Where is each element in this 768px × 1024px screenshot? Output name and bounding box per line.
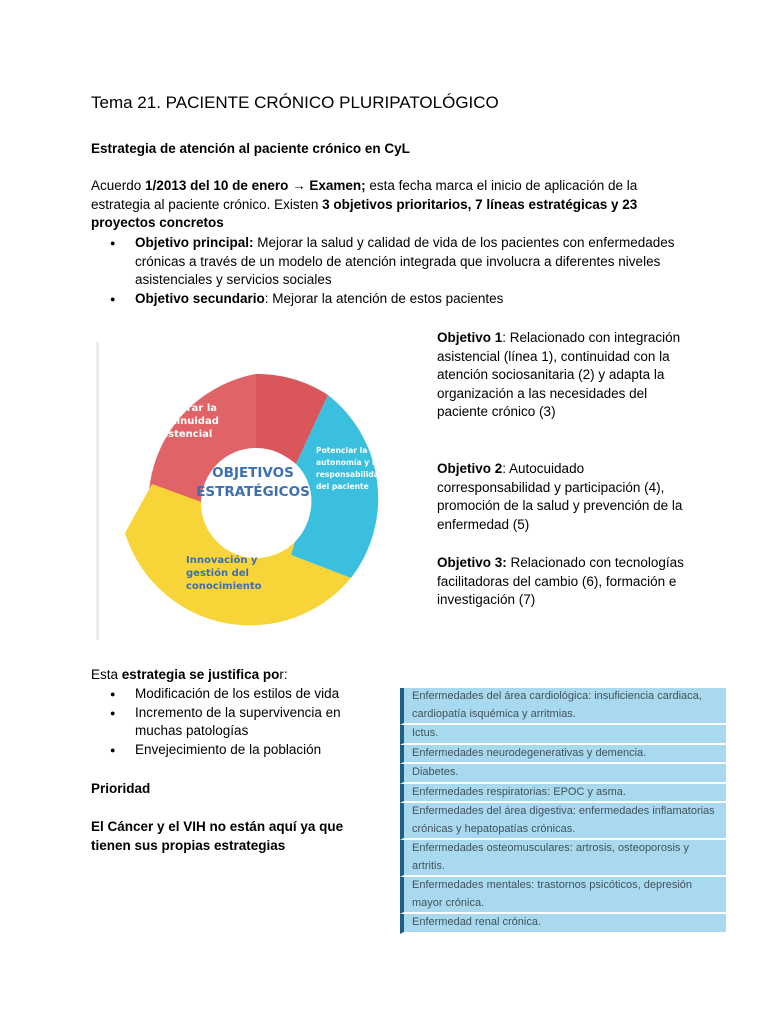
objective-3-text	[437, 554, 699, 610]
diagram-center-line1: OBJETIVOS	[212, 465, 294, 481]
diagram-center-line2: ESTRATÉGICOS	[196, 484, 310, 500]
justification-list	[91, 685, 391, 759]
red-label-line: continuidad	[152, 416, 219, 427]
justification-pre: Esta	[91, 667, 122, 682]
list-item: ● Modificación de los estilos de vida	[91, 685, 391, 704]
list-item	[91, 290, 691, 309]
yellow-label-line: Innovación y	[186, 555, 258, 566]
intro-agreement: 1/2013 del 10 de enero → Examen;	[145, 178, 366, 193]
table-row: Ictus.	[400, 725, 726, 745]
objectives-list	[91, 234, 691, 308]
table-row: Enfermedad renal crónica.	[400, 914, 726, 934]
red-label-line: asistencial	[152, 429, 213, 440]
objective-3-desc: Relacionado con tecnologías facilitadoras del cambio (6), formación e investigación (7)	[437, 555, 684, 607]
intro-text-1: Acuerdo	[91, 178, 146, 193]
strategic-objectives-diagram	[96, 340, 408, 640]
diseases-table	[400, 688, 726, 934]
table-row: Diabetes.	[400, 764, 726, 784]
blue-label-line: autonomía y la	[316, 458, 380, 467]
list-item: ● Envejecimiento de la población	[91, 741, 391, 760]
section-heading: Estrategia de atención al paciente crónico en CyL	[91, 141, 410, 156]
objective-2-desc: : Autocuidado corresponsabilidad y participación (4), promoción de la salud y prevención de la enfermedad (5)	[437, 461, 683, 532]
justification-bold: estrategia se justifica po	[121, 667, 280, 682]
page-title: Tema 21. PACIENTE CRÓNICO PLURIPATOLÓGICO	[91, 93, 499, 112]
intro-counts: 3 objetivos prioritarios, 7 líneas estratégicas y 23 proyectos concretos	[91, 196, 638, 230]
yellow-label-line: gestión del	[186, 568, 249, 579]
blue-label-line: Potenciar la	[316, 446, 368, 455]
justification-heading	[91, 667, 288, 682]
objective-2-text	[437, 460, 699, 534]
red-label-line: Asegurar la	[152, 403, 218, 414]
yellow-label-line: conocimiento	[186, 581, 262, 592]
table-row: Enfermedades del área digestiva: enfermedades inflamatorias crónicas y hepatopatías crónicas.	[400, 803, 726, 840]
objective-text: : Mejorar la atención de estos pacientes	[264, 290, 504, 306]
objective-label: Objetivo secundario	[135, 290, 265, 306]
list-item: ● Incremento de la supervivencia en muchas patologías	[91, 704, 391, 741]
list-item	[91, 234, 691, 290]
table-row: Enfermedades mentales: trastornos psicóticos, depresión mayor crónica.	[400, 877, 726, 914]
objective-1-label: Objetivo 1	[437, 330, 503, 345]
intro-paragraph	[91, 177, 681, 233]
objective-1-desc: : Relacionado con integración asistencial (línea 1), continuidad con la atención sociosanitaria (2) y adapta la organización a las necesidades del paciente crónico (3)	[437, 330, 681, 419]
cancer-note: El Cáncer y el VIH no están aquí ya que tienen sus propias estrategias	[91, 819, 344, 853]
objective-label: Objetivo principal:	[135, 235, 254, 250]
priority-heading: Prioridad	[91, 781, 151, 796]
objective-2-label: Objetivo 2	[437, 461, 503, 476]
table-row: Enfermedades osteomusculares: artrosis, osteoporosis y artritis.	[400, 840, 726, 877]
table-row: Enfermedades neurodegenerativas y demencia.	[400, 745, 726, 765]
table-row: Enfermedades respiratorias: EPOC y asma.	[400, 784, 726, 804]
blue-label-line: del paciente	[316, 482, 369, 491]
justification-post: r:	[279, 667, 288, 682]
objective-3-label: Objetivo 3:	[437, 555, 507, 570]
objective-1-text	[437, 329, 699, 422]
objective-text: Mejorar la salud y calidad de vida de los pacientes con enfermedades crónicas a través de un modelo de atención integrada que involucra a diferentes niveles asistenciales y servicios sociales	[135, 235, 675, 287]
intro-text-2: esta fecha marca el inicio de aplicación de la estrategia al paciente crónico. Existen	[91, 178, 638, 212]
table-row: Enfermedades del área cardiológica: insuficiencia cardiaca, cardiopatía isquémica y arritmias.	[400, 688, 726, 725]
blue-label-line: responsabilidad	[316, 470, 385, 479]
